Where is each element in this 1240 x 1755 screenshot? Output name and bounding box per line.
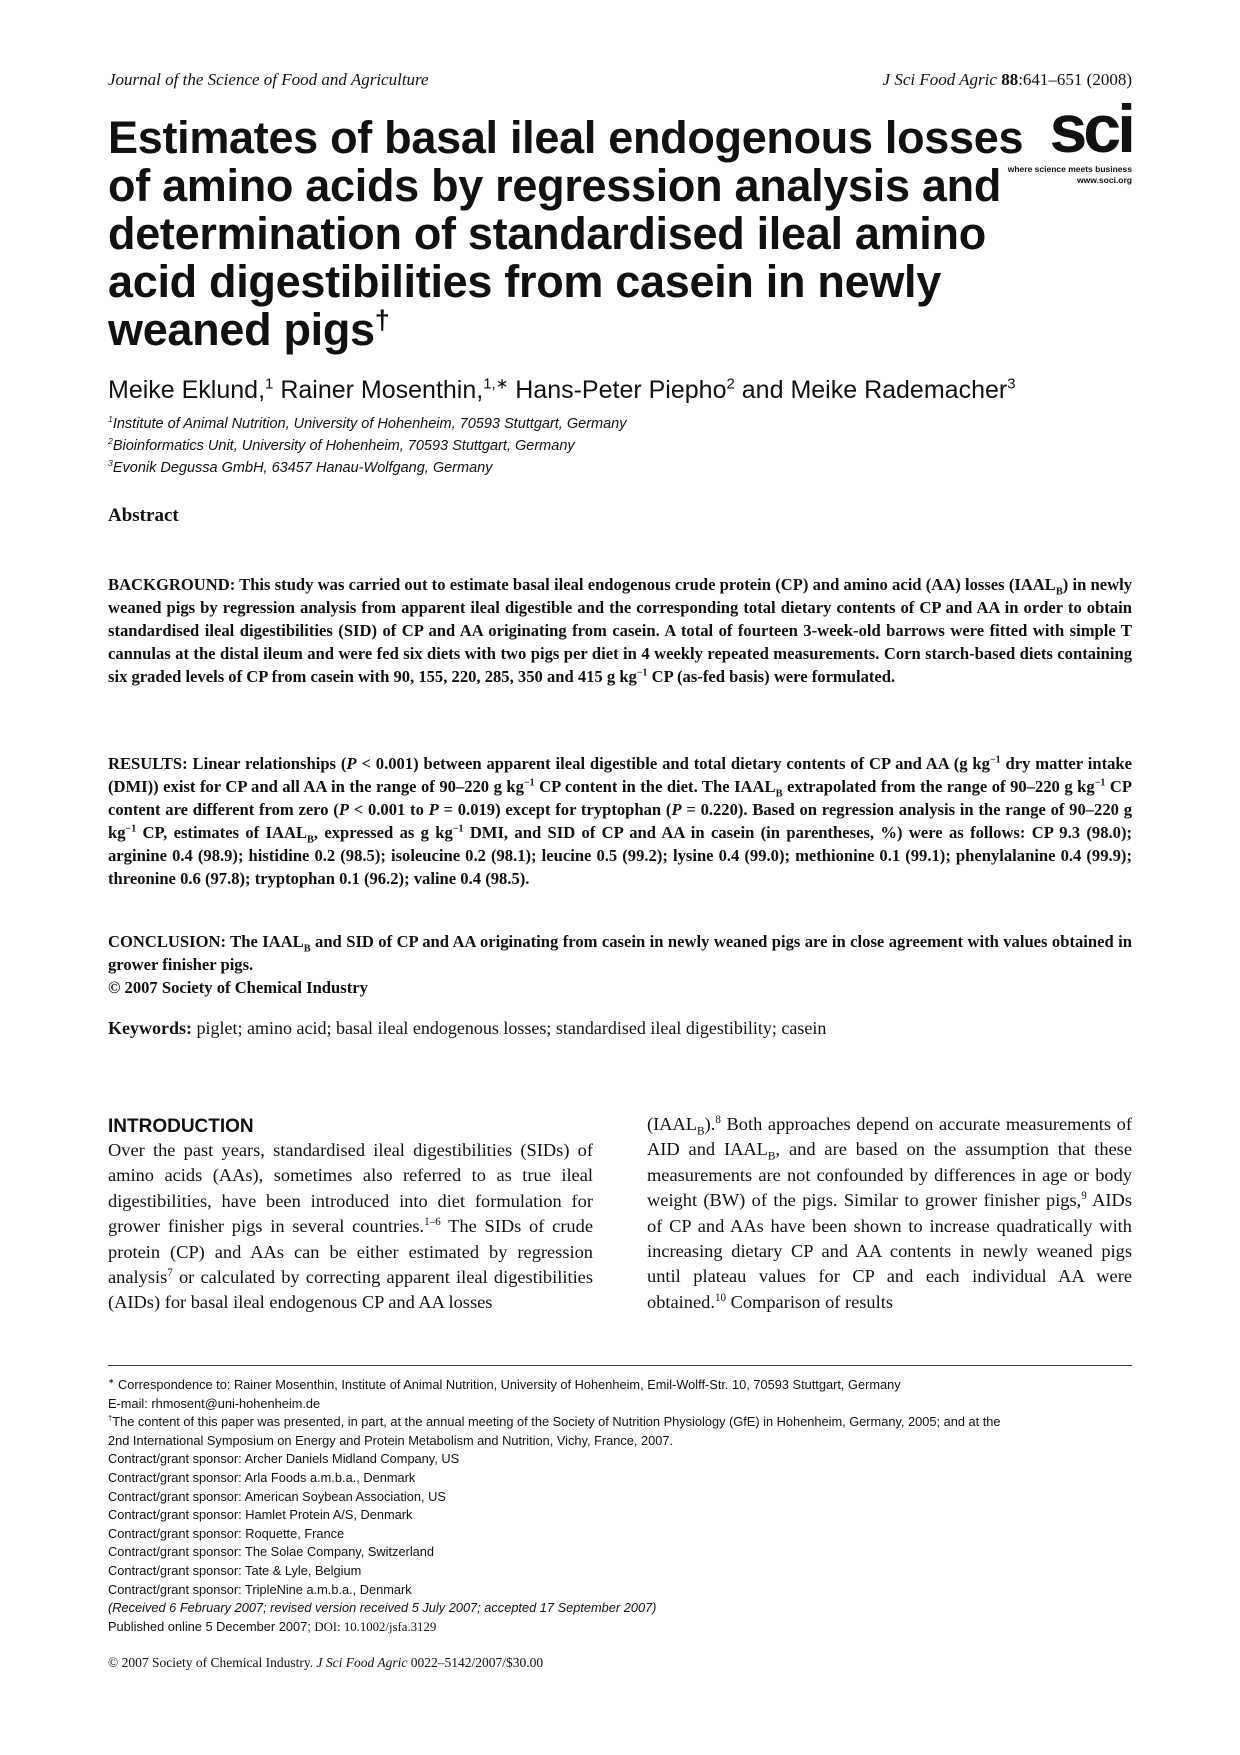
abstract-background: BACKGROUND: This study was carried out to estimate basal ileal endogenous crude protein (CP) and amino acid (AA) losses $(IAAL_B)$ in newly weaned pigs by regression analysis from apparent ileal digestible and the corresponding total dietary contents of CP and AA in order to obtain standardised ileal digestibilities (SID) of CP and AA originating from casein. A total of fourteen 3-week-old barrows were fitted with simple T cannulas at the distal ileum and were fed six diets with two pigs per diet in 4 weekly repeated measurements. Corn starch-based diets containing six graded levels of CP from casein with 90, 155, 220, 285, 350 and 415 g $kg^{-1}$ CP (as-fed basis) were formulated.	[108, 575, 1132, 686]
author-affil-mark: 2	[726, 375, 735, 393]
author-list	[108, 376, 1016, 405]
title-dagger: †	[374, 305, 390, 335]
abstract-copyright: © 2007 Society of Chemical Industry	[108, 978, 368, 997]
footnote-received: (Received 6 February 2007; revised version received 5 July 2007; accepted 17 September 2007)	[108, 1600, 657, 1616]
running-head-citation	[883, 70, 1132, 90]
abstract-results-label: RESULTS:	[108, 754, 188, 773]
affiliation-mark: 1	[108, 414, 113, 425]
keywords	[108, 1018, 826, 1039]
footnote-correspondence: ∗ Correspondence to: Rainer Mosenthin, Institute of Animal Nutrition, University of Hohenheim, Emil-Wolff-Str. 10, 70593 Stuttgart, Germany	[108, 1376, 901, 1392]
affiliation-mark: 2	[108, 436, 113, 447]
affiliation-text: Institute of Animal Nutrition, University of Hohenheim, 70593 Stuttgart, Germany	[112, 416, 627, 432]
published-date: Published online 5 December 2007;	[108, 1618, 311, 1634]
author: Meike Eklund,	[108, 376, 266, 404]
footnotes	[108, 1376, 1148, 1636]
author-affil-mark: 3	[1007, 375, 1016, 393]
copyright-issn: 0022–5142/2007/$30.00	[410, 1655, 544, 1670]
article-title-text: Estimates of basal ileal endogenous losses of amino acids by regression analysis and determination of standardised ileal amino acid digestibilities from casein in newly weaned pigs	[108, 112, 1024, 355]
intro-column-left: Over the past years, standardised ileal digestibilities (SIDs) of amino acids (AAs), sometimes also referred to as true ileal digestibilities, have been introduced into diet formulation for grower finisher pigs in several countries.$^{1-6}$ The SIDs of crude protein (CP) and AAs can be either estimated by regression analysis$^7$ or calculated by correcting apparent ileal digestibilities (AIDs) for basal ileal endogenous CP and AA losses	[108, 1140, 593, 1313]
footnote-email: E-mail: rhmosent@uni-hohenheim.de	[108, 1395, 321, 1411]
citation-journal: J Sci Food Agric	[882, 70, 997, 89]
footnote-sponsor: Contract/grant sponsor: American Soybean Association, US	[108, 1488, 446, 1504]
affiliation	[108, 416, 627, 432]
author: and Meike Rademacher	[741, 376, 1008, 404]
sci-logo-mark: sci	[1049, 91, 1132, 167]
keywords-label: Keywords:	[108, 1018, 192, 1038]
affiliation	[108, 438, 575, 454]
footnote-sponsor: Contract/grant sponsor: TripleNine a.m.b.a., Denmark	[108, 1581, 412, 1597]
citation-pages: :641–651 (2008)	[1018, 70, 1132, 89]
copyright-text: © 2007 Society of Chemical Industry.	[108, 1655, 314, 1670]
footnote-sponsor: Contract/grant sponsor: Roquette, France	[108, 1525, 345, 1541]
doi: DOI: 10.1002/jsfa.3129	[314, 1619, 437, 1634]
author: Hans-Peter Piepho	[515, 376, 727, 404]
author-affil-mark: 1,∗	[483, 375, 509, 393]
affiliation-mark: 3	[108, 458, 113, 469]
footnote-sponsor: Contract/grant sponsor: Arla Foods a.m.b.a., Denmark	[108, 1469, 416, 1485]
keywords-text: piglet; amino acid; basal ileal endogenous losses; standardised ileal digestibility; casein	[196, 1018, 827, 1038]
sci-logo-url: www.soci.org	[1077, 175, 1132, 185]
article-title	[108, 114, 1058, 354]
affiliation-text: Evonik Degussa GmbH, 63457 Hanau-Wolfgang, Germany	[112, 460, 493, 476]
correspondence-text: Correspondence to: Rainer Mosenthin, Institute of Animal Nutrition, University of Hohenheim, Emil-Wolff-Str. 10, 70593 Stuttgart, Germany	[118, 1377, 901, 1392]
footnote-divider	[108, 1365, 1132, 1366]
page-copyright	[108, 1655, 543, 1671]
sci-logo-tagline: where science meets business	[1007, 164, 1132, 174]
affiliation-text: Bioinformatics Unit, University of Hohenheim, 70593 Stuttgart, Germany	[112, 438, 575, 454]
author-affil-mark: 1	[265, 375, 274, 393]
footnote-dagger-cont: 2nd International Symposium on Energy and Protein Metabolism and Nutrition, Vichy, France, 2007.	[108, 1432, 674, 1448]
intro-heading: INTRODUCTION	[108, 1116, 254, 1137]
footnote-dagger: †The content of this paper was presented, in part, at the annual meeting of the Society of Nutrition Physiology (GfE) in Hohenheim, Germany, 2005; and at the	[108, 1413, 1001, 1430]
intro-column-right: $(IAAL_B).^8$ Both approaches depend on accurate measurements of AID and $IAAL_B$, and are based on the assumption that these measurements are not confounded by differences in age or body weight (BW) of the pigs. Similar to grower finisher pigs,$^9$ AIDs of CP and AAs have been shown to increase quadratically with increasing dietary CP and AA contents in newly weaned pigs until plateau values for CP and each individual AA were obtained.$^{10}$ Comparison of results	[647, 1113, 1133, 1312]
abstract-conclusion: CONCLUSION: The $IAAL_B$ and SID of CP and AA originating from casein in newly weaned pigs are in close agreement with values obtained in grower finisher pigs. © 2007 Society of Chemical Industry	[108, 932, 1132, 997]
copyright-journal: J Sci Food Agric	[316, 1655, 408, 1670]
abstract-conclusion-label: CONCLUSION:	[108, 932, 227, 951]
citation-volume: 88	[1001, 70, 1019, 89]
abstract-results: RESULTS: Linear relationships (P < 0.001) between apparent ileal digestible and total dietary contents of CP and AA (g $kg^{-1}$ dry matter intake (DMI)) exist for CP and all AA in the range of 90–220 g $kg^{-1}$ CP content in the diet. The $IAAL_B$ extrapolated from the range of 90–220 g $kg^{-1}$ CP content are different from zero (P < 0.001 to P = 0.019) except for tryptophan (P = 0.220). Based on regression analysis in the range of 90–220 g $kg^{-1}$ CP, estimates of $IAAL_B$, expressed as g $kg^{-1}$ DMI, and SID of CP and AA in casein (in parentheses, %) were as follows: CP 9.3 (98.0); arginine 0.4 (98.9); histidine 0.2 (98.5); isoleucine 0.2 (98.1); leucine 0.5 (99.2); lysine 0.4 (99.0); methionine 0.1 (99.1); phenylalanine 0.4 (99.9); threonine 0.6 (97.8); tryptophan 0.1 (96.2); valine 0.4 (98.5).	[108, 754, 1132, 888]
author: Rainer Mosenthin,	[280, 376, 484, 404]
abstract-background-label: BACKGROUND:	[108, 575, 236, 594]
footnote-sponsor: Contract/grant sponsor: The Solae Company, Switzerland	[108, 1544, 435, 1560]
abstract-heading: Abstract	[108, 505, 179, 526]
running-head-journal: Journal of the Science of Food and Agriculture	[108, 70, 429, 89]
affiliation	[108, 460, 492, 476]
footnote-sponsor: Contract/grant sponsor: Archer Daniels Midland Company, US	[108, 1451, 460, 1467]
footnote-sponsor: Contract/grant sponsor: Hamlet Protein A/S, Denmark	[108, 1507, 413, 1523]
footnote-published	[108, 1618, 1148, 1637]
footnote-sponsor: Contract/grant sponsor: Tate & Lyle, Belgium	[108, 1562, 362, 1578]
dagger-note-line1: The content of this paper was presented, in part, at the annual meeting of the Society of Nutrition Physiology (GfE) in Hohenheim, Germany, 2005; and at the	[112, 1414, 1001, 1430]
